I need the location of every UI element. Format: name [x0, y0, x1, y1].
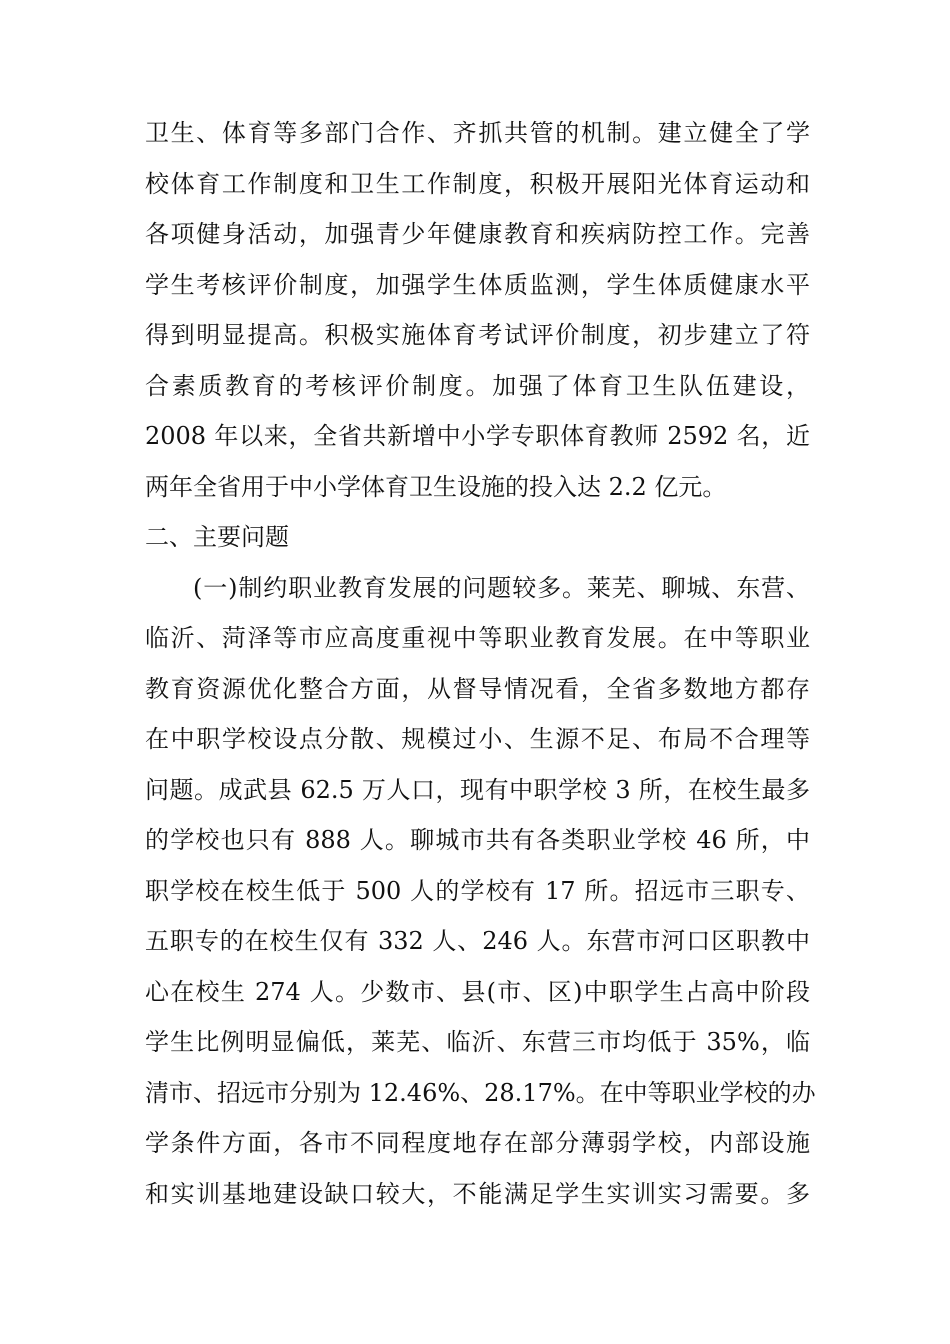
text-line: 学条件方面，各市不同程度地存在部分薄弱学校，内部设施 [145, 1129, 810, 1157]
text-line: 心在校生 274 人。少数市、县(市、区)中职学生占高中阶段 [145, 977, 810, 1006]
text-line: 校体育工作制度和卫生工作制度，积极开展阳光体育运动和 [145, 169, 810, 198]
text-line: 2008 年以来，全省共新增中小学专职体育教师 2592 名，近 [145, 422, 810, 450]
body-text [145, 108, 816, 1219]
text-line: (一)制约职业教育发展的问题较多。莱芜、聊城、东营、 [193, 573, 810, 602]
text-line: 职学校在校生低于 500 人的学校有 17 所。招远市三职专、 [145, 876, 810, 905]
text-line: 临沂、菏泽等市应高度重视中等职业教育发展。在中等职业 [145, 624, 810, 652]
text-line: 合素质教育的考核评价制度。加强了体育卫生队伍建设， [145, 371, 810, 400]
text-line: 问题。成武县 62.5 万人口，现有中职学校 3 所，在校生最多 [145, 775, 810, 804]
text-line: 在中职学校设点分散、规模过小、生源不足、布局不合理等 [145, 725, 810, 753]
text-line: 两年全省用于中小学体育卫生设施的投入达 2.2 亿元。 [145, 472, 727, 501]
text-line: 各项健身活动，加强青少年健康教育和疾病防控工作。完善 [145, 220, 810, 248]
text-line: 和实训基地建设缺口较大，不能满足学生实训实习需要。多 [145, 1179, 810, 1208]
text-line: 学生比例明显偏低，莱芜、临沂、东营三市均低于 35%，临 [145, 1028, 810, 1056]
text-line: 学生考核评价制度，加强学生体质监测，学生体质健康水平 [145, 270, 810, 299]
text-line: 的学校也只有 888 人。聊城市共有各类职业学校 46 所，中 [145, 826, 810, 854]
text-line: 卫生、体育等多部门合作、齐抓共管的机制。建立健全了学 [145, 119, 810, 147]
text-line: 五职专的在校生仅有 332 人、246 人。东营市河口区职教中 [145, 927, 810, 955]
text-line: 教育资源优化整合方面，从督导情况看，全省多数地方都存 [145, 674, 810, 703]
text-line: 清市、招远市分别为 12.46%、28.17%。在中等职业学校的办 [145, 1078, 816, 1107]
section-heading: 二、主要问题 [145, 523, 289, 551]
text-line: 得到明显提高。积极实施体育考试评价制度，初步建立了符 [145, 321, 810, 349]
